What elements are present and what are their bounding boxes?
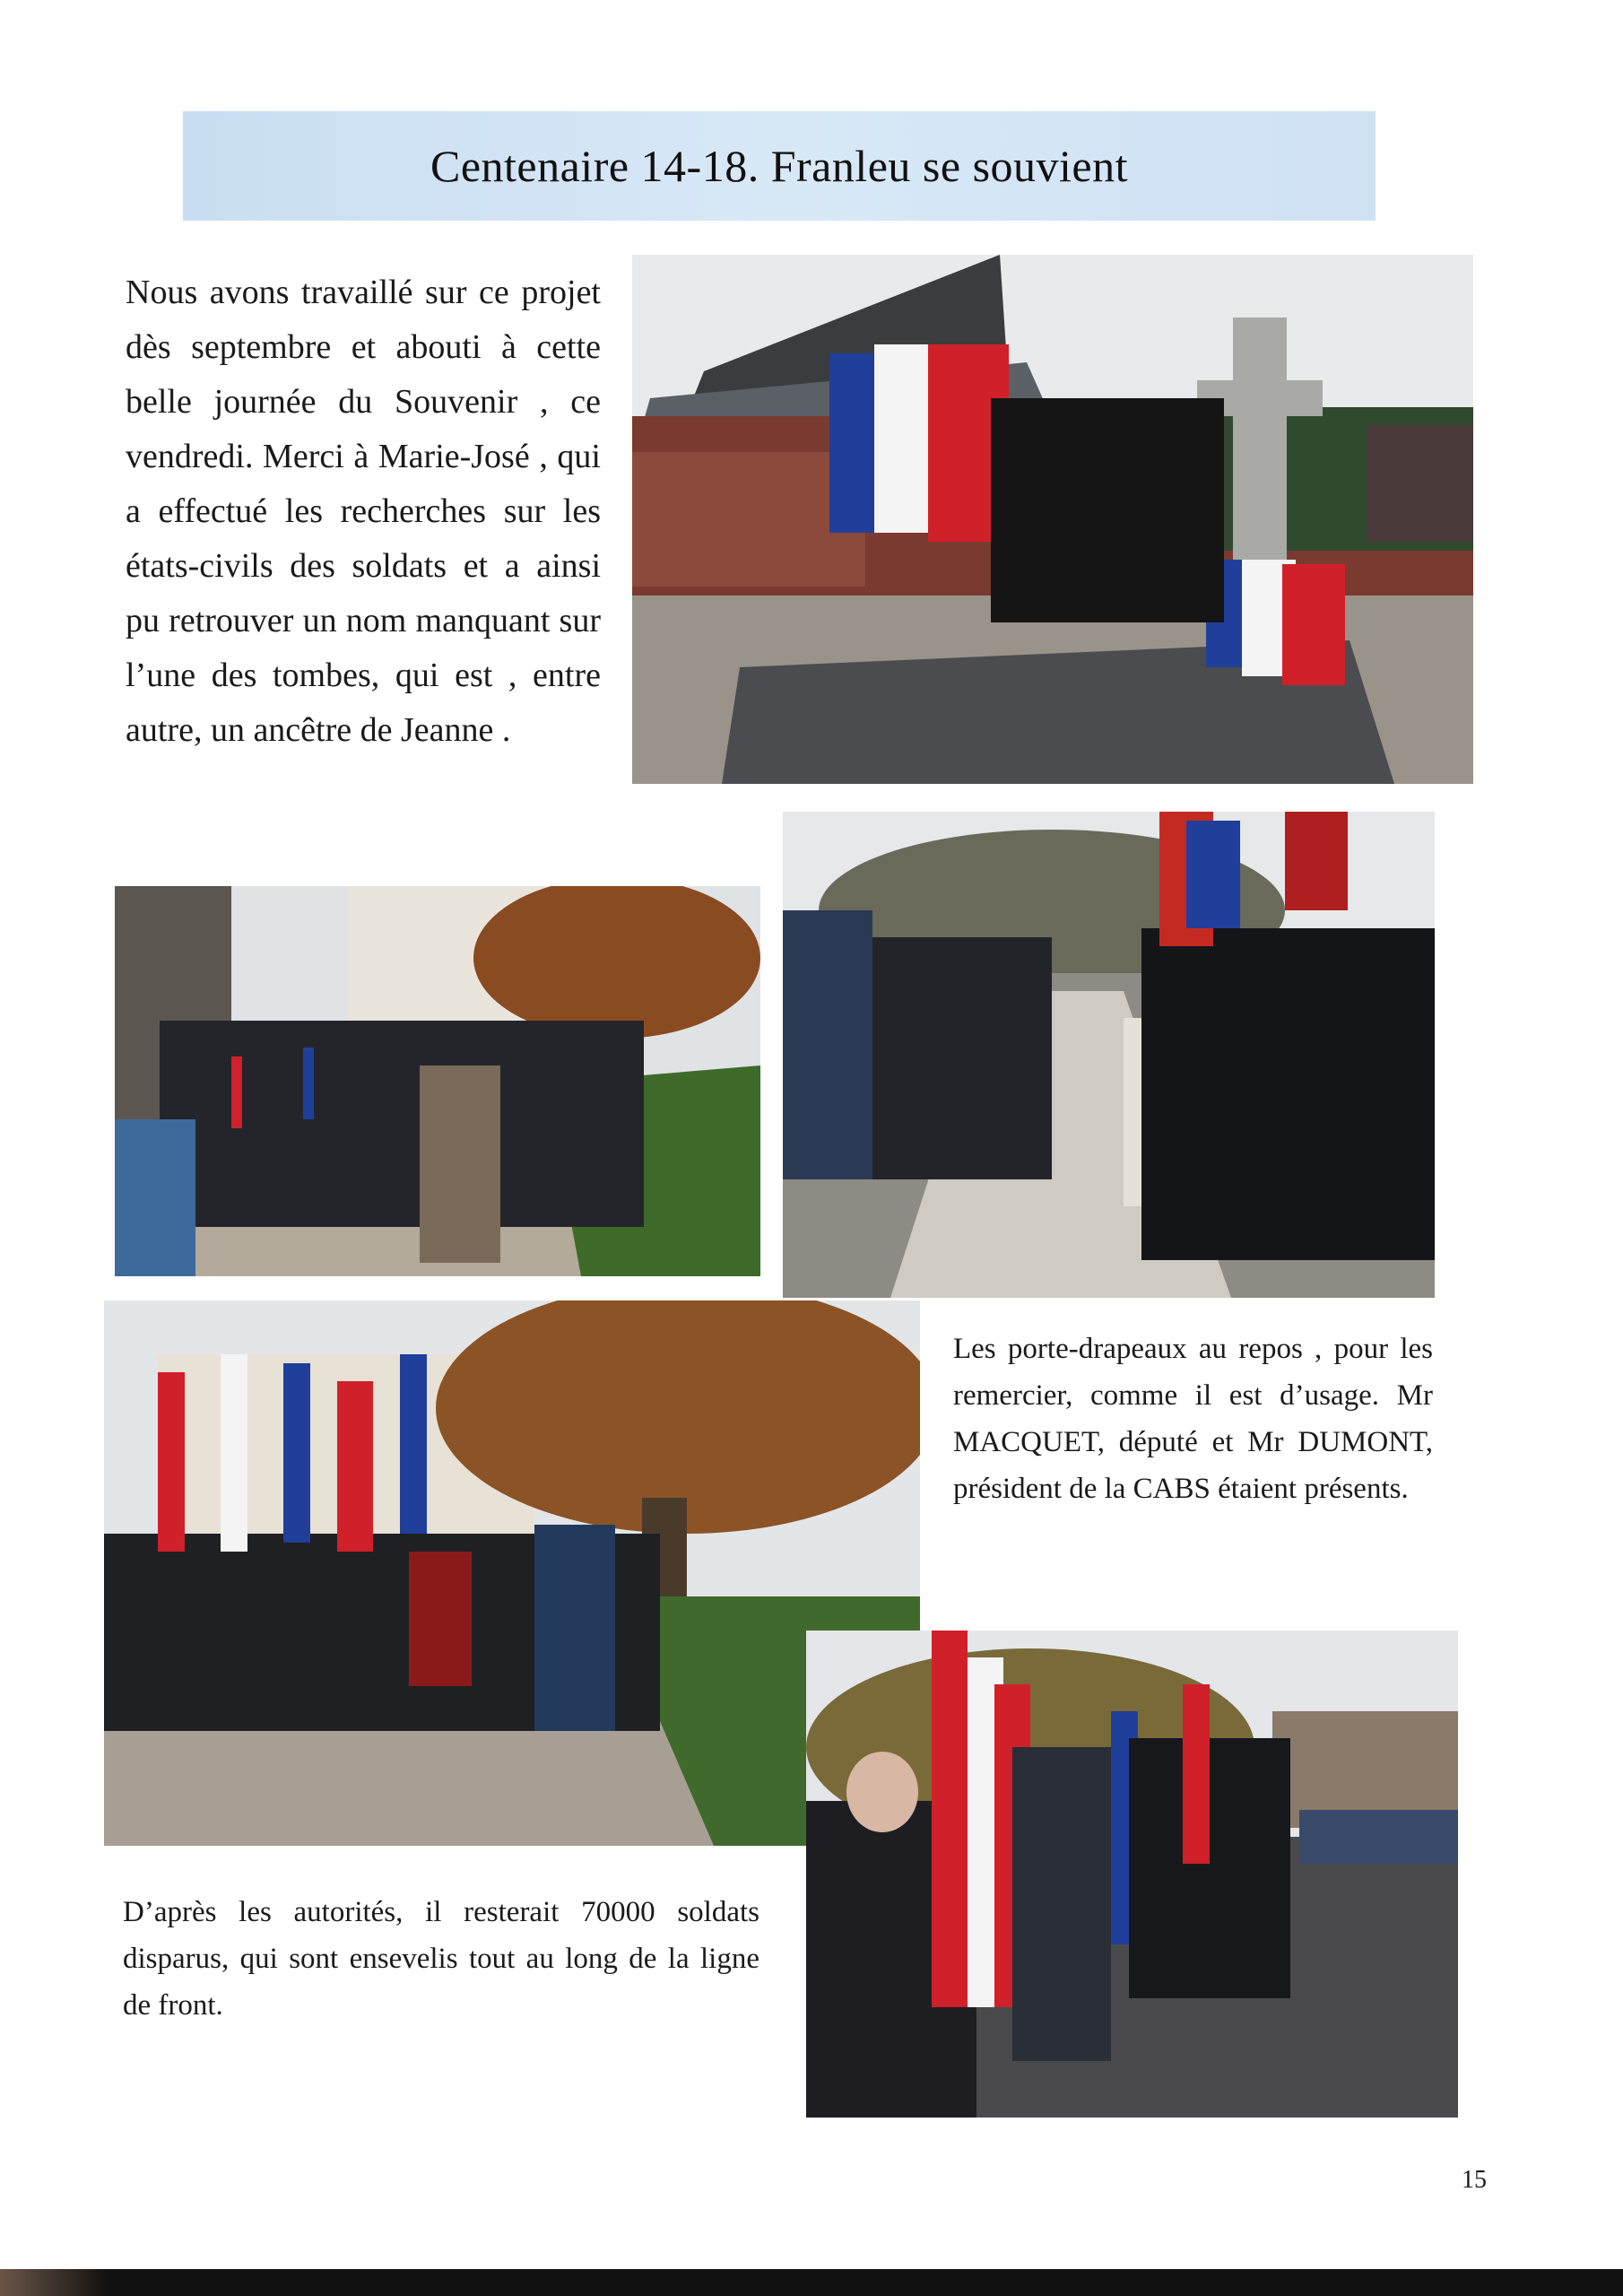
photo-flag-bearers-square xyxy=(806,1631,1458,2118)
title-banner xyxy=(183,111,1376,221)
page-number: 15 xyxy=(1462,2166,1487,2194)
page-title: Centenaire 14-18. Franleu se souvient xyxy=(430,141,1129,191)
photo-flag-bearers-cross xyxy=(632,255,1473,784)
autorites-text-block xyxy=(123,1889,759,2029)
scan-edge-bar xyxy=(0,2269,1623,2296)
photo-procession-children xyxy=(115,886,760,1276)
autorites-paragraph: D’après les autorités, il resterait 70000 soldats disparus, qui sont ensevelis tout au long de la ligne de front. xyxy=(123,1896,759,2022)
intro-text-block xyxy=(126,265,601,758)
intro-paragraph: Nous avons travaillé sur ce projet dès septembre et abouti à cette belle journée du Souvenir , ce vendredi. Merci à Marie-José , qui a effectué les recherches sur les états-civils des soldats et a ainsi pu retrouver un nom manquant sur l’une des tombes, qui est , entre autre, un ancêtre de Jeanne . xyxy=(126,274,601,749)
photo-children-graves-row xyxy=(783,812,1435,1298)
scan-edge-shade xyxy=(0,2269,108,2296)
porte-drapeaux-text-block xyxy=(953,1326,1433,1512)
porte-drapeaux-paragraph: Les porte-drapeaux au repos , pour les remercier, comme il est d’usage. Mr MACQUET, député et Mr DUMONT, président de la CABS étaient présents. xyxy=(953,1333,1433,1505)
photo-parade-piper xyxy=(104,1300,920,1846)
